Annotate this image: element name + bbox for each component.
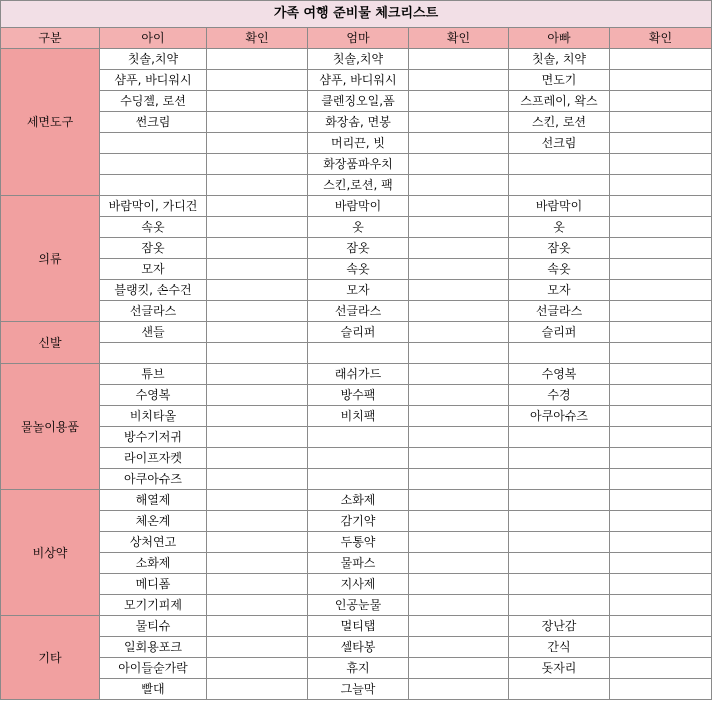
child-check-cell[interactable]	[207, 469, 308, 490]
dad-item-cell: 아쿠아슈즈	[509, 406, 610, 427]
dad-item-cell	[509, 511, 610, 532]
dad-item-cell	[509, 532, 610, 553]
child-item-cell: 잠옷	[100, 238, 207, 259]
dad-check-cell[interactable]	[610, 553, 712, 574]
table-row	[1, 154, 712, 175]
table-row	[1, 196, 712, 217]
mom-check-cell[interactable]	[409, 217, 509, 238]
dad-item-cell: 스킨, 로션	[509, 112, 610, 133]
mom-item-cell: 머리끈, 빗	[308, 133, 409, 154]
dad-check-cell[interactable]	[610, 196, 712, 217]
mom-check-cell[interactable]	[409, 385, 509, 406]
mom-item-cell: 슬리퍼	[308, 322, 409, 343]
dad-check-cell[interactable]	[610, 490, 712, 511]
table-row	[1, 301, 712, 322]
category-label: 의류	[1, 196, 100, 322]
mom-item-cell: 인공눈물	[308, 595, 409, 616]
mom-check-cell[interactable]	[409, 574, 509, 595]
child-item-cell	[100, 343, 207, 364]
child-item-cell: 물티슈	[100, 616, 207, 637]
mom-check-cell[interactable]	[409, 322, 509, 343]
dad-check-cell[interactable]	[610, 637, 712, 658]
mom-item-cell: 셀타봉	[308, 637, 409, 658]
child-item-cell	[100, 154, 207, 175]
mom-item-cell	[308, 469, 409, 490]
child-check-cell[interactable]	[207, 238, 308, 259]
mom-item-cell: 잠옷	[308, 238, 409, 259]
header-child-check: 확인	[207, 28, 308, 49]
child-item-cell: 샌들	[100, 322, 207, 343]
mom-check-cell[interactable]	[409, 595, 509, 616]
mom-item-cell: 물파스	[308, 553, 409, 574]
mom-item-cell: 멀티탭	[308, 616, 409, 637]
dad-check-cell[interactable]	[610, 112, 712, 133]
child-item-cell: 메디폼	[100, 574, 207, 595]
dad-item-cell: 수영복	[509, 364, 610, 385]
dad-check-cell[interactable]	[610, 658, 712, 679]
child-item-cell: 썬크림	[100, 112, 207, 133]
child-item-cell: 수딩젤, 로션	[100, 91, 207, 112]
table-row	[1, 448, 712, 469]
child-item-cell: 칫솔,치약	[100, 49, 207, 70]
mom-check-cell[interactable]	[409, 154, 509, 175]
mom-item-cell: 감기약	[308, 511, 409, 532]
mom-check-cell[interactable]	[409, 49, 509, 70]
header-dad-check: 확인	[610, 28, 712, 49]
category-label: 신발	[1, 322, 100, 364]
child-check-cell[interactable]	[207, 49, 308, 70]
child-check-cell[interactable]	[207, 658, 308, 679]
mom-item-cell: 모자	[308, 280, 409, 301]
child-check-cell[interactable]	[207, 133, 308, 154]
dad-check-cell[interactable]	[610, 385, 712, 406]
mom-check-cell[interactable]	[409, 532, 509, 553]
dad-check-cell[interactable]	[610, 574, 712, 595]
mom-check-cell[interactable]	[409, 196, 509, 217]
table-row	[1, 616, 712, 637]
child-item-cell: 아이들숟가락	[100, 658, 207, 679]
dad-item-cell: 잠옷	[509, 238, 610, 259]
dad-item-cell: 장난감	[509, 616, 610, 637]
table-row	[1, 490, 712, 511]
child-check-cell[interactable]	[207, 574, 308, 595]
dad-item-cell: 옷	[509, 217, 610, 238]
child-item-cell: 상처연고	[100, 532, 207, 553]
sheet-title: 가족 여행 준비물 체크리스트	[1, 1, 712, 28]
dad-check-cell[interactable]	[610, 469, 712, 490]
table-row	[1, 217, 712, 238]
dad-check-cell[interactable]	[610, 427, 712, 448]
dad-check-cell[interactable]	[610, 595, 712, 616]
child-check-cell[interactable]	[207, 448, 308, 469]
child-check-cell[interactable]	[207, 427, 308, 448]
mom-item-cell: 휴지	[308, 658, 409, 679]
mom-item-cell	[308, 448, 409, 469]
dad-item-cell: 칫솔, 치약	[509, 49, 610, 70]
dad-check-cell[interactable]	[610, 238, 712, 259]
dad-check-cell[interactable]	[610, 532, 712, 553]
mom-check-cell[interactable]	[409, 280, 509, 301]
child-item-cell: 샴푸, 바디워시	[100, 70, 207, 91]
child-check-cell[interactable]	[207, 511, 308, 532]
dad-item-cell: 모자	[509, 280, 610, 301]
table-row	[1, 595, 712, 616]
dad-item-cell	[509, 679, 610, 700]
mom-item-cell: 스킨,로션, 팩	[308, 175, 409, 196]
mom-item-cell: 그늘막	[308, 679, 409, 700]
dad-item-cell: 간식	[509, 637, 610, 658]
header-row	[1, 28, 712, 49]
mom-item-cell: 샴푸, 바디워시	[308, 70, 409, 91]
table-row	[1, 406, 712, 427]
dad-check-cell[interactable]	[610, 364, 712, 385]
dad-item-cell	[509, 553, 610, 574]
child-item-cell: 수영복	[100, 385, 207, 406]
child-check-cell[interactable]	[207, 322, 308, 343]
mom-item-cell: 속옷	[308, 259, 409, 280]
dad-check-cell[interactable]	[610, 616, 712, 637]
table-row	[1, 49, 712, 70]
mom-check-cell[interactable]	[409, 637, 509, 658]
dad-item-cell: 돗자리	[509, 658, 610, 679]
mom-item-cell: 비치팩	[308, 406, 409, 427]
mom-check-cell[interactable]	[409, 70, 509, 91]
mom-item-cell	[308, 427, 409, 448]
dad-check-cell[interactable]	[610, 448, 712, 469]
child-check-cell[interactable]	[207, 595, 308, 616]
dad-item-cell: 면도기	[509, 70, 610, 91]
dad-check-cell[interactable]	[610, 133, 712, 154]
dad-check-cell[interactable]	[610, 154, 712, 175]
table-row	[1, 637, 712, 658]
child-item-cell	[100, 133, 207, 154]
dad-item-cell: 수경	[509, 385, 610, 406]
child-item-cell	[100, 175, 207, 196]
dad-check-cell[interactable]	[610, 679, 712, 700]
mom-item-cell: 지사제	[308, 574, 409, 595]
dad-check-cell[interactable]	[610, 49, 712, 70]
mom-check-cell[interactable]	[409, 469, 509, 490]
dad-item-cell: 바람막이	[509, 196, 610, 217]
mom-item-cell: 화장솜, 면봉	[308, 112, 409, 133]
table-row	[1, 385, 712, 406]
mom-check-cell[interactable]	[409, 175, 509, 196]
category-label: 비상약	[1, 490, 100, 616]
header-child: 아이	[100, 28, 207, 49]
table-row	[1, 364, 712, 385]
dad-item-cell	[509, 469, 610, 490]
header-mom: 엄마	[308, 28, 409, 49]
category-label: 세면도구	[1, 49, 100, 196]
table-row	[1, 658, 712, 679]
mom-check-cell[interactable]	[409, 511, 509, 532]
mom-item-cell: 바람막이	[308, 196, 409, 217]
dad-item-cell	[509, 574, 610, 595]
child-check-cell[interactable]	[207, 70, 308, 91]
mom-item-cell: 래쉬가드	[308, 364, 409, 385]
mom-check-cell[interactable]	[409, 259, 509, 280]
child-item-cell: 빨대	[100, 679, 207, 700]
mom-check-cell[interactable]	[409, 112, 509, 133]
mom-check-cell[interactable]	[409, 406, 509, 427]
mom-check-cell[interactable]	[409, 343, 509, 364]
table-row	[1, 322, 712, 343]
dad-item-cell: 선크림	[509, 133, 610, 154]
child-check-cell[interactable]	[207, 175, 308, 196]
child-check-cell[interactable]	[207, 679, 308, 700]
child-check-cell[interactable]	[207, 112, 308, 133]
dad-check-cell[interactable]	[610, 322, 712, 343]
checklist-body	[1, 49, 712, 700]
dad-check-cell[interactable]	[610, 259, 712, 280]
title-row	[1, 1, 712, 28]
child-check-cell[interactable]	[207, 490, 308, 511]
table-row	[1, 574, 712, 595]
child-item-cell: 모기기피제	[100, 595, 207, 616]
dad-item-cell: 스프레이, 왁스	[509, 91, 610, 112]
dad-check-cell[interactable]	[610, 175, 712, 196]
table-row	[1, 112, 712, 133]
child-item-cell: 바람막이, 가디건	[100, 196, 207, 217]
dad-item-cell: 선글라스	[509, 301, 610, 322]
mom-check-cell[interactable]	[409, 679, 509, 700]
mom-check-cell[interactable]	[409, 490, 509, 511]
mom-check-cell[interactable]	[409, 616, 509, 637]
child-check-cell[interactable]	[207, 196, 308, 217]
dad-check-cell[interactable]	[610, 70, 712, 91]
child-check-cell[interactable]	[207, 91, 308, 112]
table-row	[1, 238, 712, 259]
dad-check-cell[interactable]	[610, 280, 712, 301]
header-category: 구분	[1, 28, 100, 49]
child-item-cell: 라이프자켓	[100, 448, 207, 469]
table-row	[1, 532, 712, 553]
table-row	[1, 280, 712, 301]
child-item-cell: 체온계	[100, 511, 207, 532]
child-check-cell[interactable]	[207, 385, 308, 406]
child-check-cell[interactable]	[207, 154, 308, 175]
category-label: 기타	[1, 616, 100, 700]
dad-item-cell	[509, 343, 610, 364]
mom-check-cell[interactable]	[409, 91, 509, 112]
child-item-cell: 비치타올	[100, 406, 207, 427]
child-check-cell[interactable]	[207, 217, 308, 238]
child-item-cell: 소화제	[100, 553, 207, 574]
dad-check-cell[interactable]	[610, 511, 712, 532]
child-item-cell: 선글라스	[100, 301, 207, 322]
table-row	[1, 511, 712, 532]
dad-item-cell: 속옷	[509, 259, 610, 280]
mom-item-cell: 두통약	[308, 532, 409, 553]
mom-item-cell: 칫솔,치약	[308, 49, 409, 70]
child-check-cell[interactable]	[207, 364, 308, 385]
child-check-cell[interactable]	[207, 532, 308, 553]
dad-check-cell[interactable]	[610, 343, 712, 364]
table-row	[1, 175, 712, 196]
child-item-cell: 튜브	[100, 364, 207, 385]
mom-check-cell[interactable]	[409, 133, 509, 154]
child-item-cell: 아쿠아슈즈	[100, 469, 207, 490]
table-row	[1, 259, 712, 280]
dad-check-cell[interactable]	[610, 301, 712, 322]
dad-check-cell[interactable]	[610, 217, 712, 238]
child-check-cell[interactable]	[207, 553, 308, 574]
child-item-cell: 속옷	[100, 217, 207, 238]
child-check-cell[interactable]	[207, 280, 308, 301]
header-mom-check: 확인	[409, 28, 509, 49]
dad-item-cell	[509, 490, 610, 511]
table-row	[1, 427, 712, 448]
dad-item-cell	[509, 175, 610, 196]
mom-check-cell[interactable]	[409, 301, 509, 322]
table-row	[1, 553, 712, 574]
dad-item-cell	[509, 595, 610, 616]
child-check-cell[interactable]	[207, 343, 308, 364]
dad-check-cell[interactable]	[610, 406, 712, 427]
dad-item-cell: 슬리퍼	[509, 322, 610, 343]
mom-check-cell[interactable]	[409, 238, 509, 259]
dad-item-cell	[509, 427, 610, 448]
mom-check-cell[interactable]	[409, 364, 509, 385]
child-item-cell: 방수기저귀	[100, 427, 207, 448]
table-row	[1, 679, 712, 700]
child-item-cell: 해열제	[100, 490, 207, 511]
mom-item-cell: 옷	[308, 217, 409, 238]
dad-item-cell	[509, 448, 610, 469]
category-label: 물놀이용품	[1, 364, 100, 490]
child-check-cell[interactable]	[207, 406, 308, 427]
child-item-cell: 일회용포크	[100, 637, 207, 658]
table-row	[1, 133, 712, 154]
mom-item-cell	[308, 343, 409, 364]
child-check-cell[interactable]	[207, 301, 308, 322]
mom-check-cell[interactable]	[409, 658, 509, 679]
header-dad: 아빠	[509, 28, 610, 49]
mom-check-cell[interactable]	[409, 427, 509, 448]
child-check-cell[interactable]	[207, 616, 308, 637]
mom-item-cell: 선글라스	[308, 301, 409, 322]
table-row	[1, 469, 712, 490]
table-row	[1, 91, 712, 112]
mom-check-cell[interactable]	[409, 553, 509, 574]
child-item-cell: 모자	[100, 259, 207, 280]
mom-item-cell: 클렌징오일,폼	[308, 91, 409, 112]
table-row	[1, 70, 712, 91]
mom-item-cell: 방수팩	[308, 385, 409, 406]
mom-item-cell: 소화제	[308, 490, 409, 511]
dad-check-cell[interactable]	[610, 91, 712, 112]
mom-item-cell: 화장품파우치	[308, 154, 409, 175]
dad-item-cell	[509, 154, 610, 175]
child-check-cell[interactable]	[207, 259, 308, 280]
child-check-cell[interactable]	[207, 637, 308, 658]
table-row	[1, 343, 712, 364]
child-item-cell: 블랭킷, 손수건	[100, 280, 207, 301]
mom-check-cell[interactable]	[409, 448, 509, 469]
